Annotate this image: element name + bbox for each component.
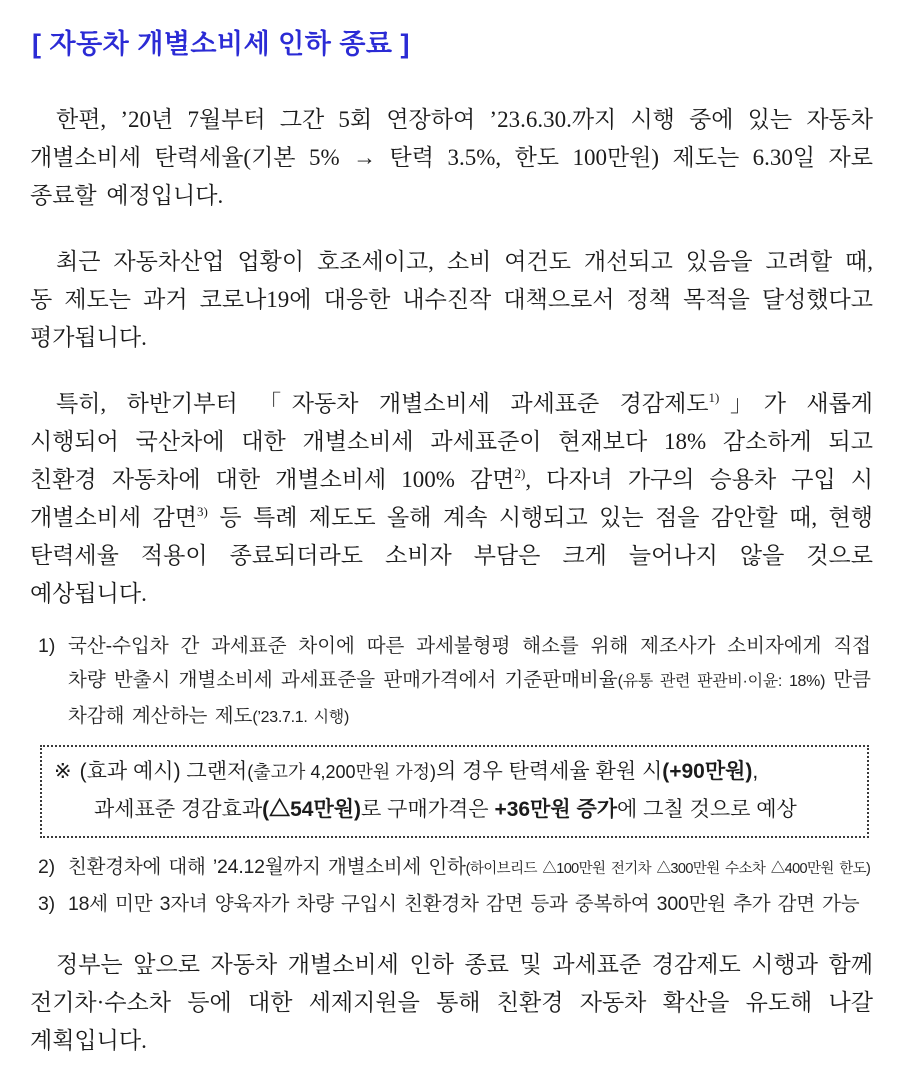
example-line1-text: (효과 예시) 그랜저 (79, 760, 248, 783)
example-line1-text-2: 의 경우 탄력세율 환원 시 (436, 760, 663, 783)
example-box-line-2 (54, 791, 857, 828)
footnote-2-body (68, 850, 871, 887)
p3-segment-1: 특히, 하반기부터 「자동차 개별소비세 과세표준 경감제도 (56, 391, 709, 416)
footnote-2 (38, 850, 871, 887)
paragraph-new-programs (30, 385, 873, 613)
footnote-3-marker: 3) (38, 893, 55, 915)
footnote-3 (38, 887, 871, 922)
paragraph-policy-evaluation: 최근 자동차산업 업황이 호조세이고, 소비 여건도 개선되고 있음을 고려할 때, 동 제도는 과거 코로나19에 대응한 내수진작 대책으로서 정책 목적을 달성했다고 평가됩니다. (30, 249, 873, 350)
example-line2-text-3: 에 그칠 것으로 예상 (617, 798, 797, 821)
footnote-1-effective-date: (’23.7.1. 시행) (252, 709, 349, 726)
example-line1-assumption: (출고가 4,200만원 가정) (247, 762, 437, 782)
footnote-3-text: 18세 미만 3자녀 양육자가 차량 구입시 친환경차 감면 등과 중복하여 300만원 추가 감면 가능 (68, 893, 860, 915)
footnote-1-text-2: 만큼 차감해 계산하는 제도 (68, 669, 871, 727)
footnote-1-text: 국산-수입차 간 과세표준 차이에 따른 과세불형평 해소를 위해 제조사가 소비자에게 직접 차량 반출시 개별소비세 과세표준을 판매가격에서 기준판매비율 (68, 635, 871, 691)
footnote-2-marker: 2) (38, 856, 55, 878)
footnote-ref-3: 3) (197, 504, 208, 519)
footnote-ref-1: 1) (708, 390, 720, 405)
footnote-3-body (68, 887, 871, 922)
footnote-2-text: 친환경차에 대해 ’24.12월까지 개별소비세 인하 (68, 856, 466, 878)
example-line2-increase-bold: +36만원 증가 (494, 798, 618, 821)
footnote-2-paren-detail: (하이브리드 △100만원 전기차 △300만원 수소차 △400만원 한도) (465, 861, 871, 877)
p3-segment-3: , 다자녀 가구의 승용차 구입 시 개별소비세 감면 (30, 467, 873, 530)
example-box-line-1 (54, 753, 857, 791)
footnote-1-body (68, 629, 871, 735)
paragraph-government-plan: 정부는 앞으로 자동차 개별소비세 인하 종료 및 과세표준 경감제도 시행과 함께 전기차·수소차 등에 대한 세제지원을 통해 친환경 자동차 확산을 유도해 나갈 계획입니다. (30, 952, 873, 1053)
example-line1-comma: , (752, 760, 759, 783)
p3-segment-2: 」가 새롭게 시행되어 국산차에 대한 개별소비세 과세표준이 현재보다 18% 감소하게 되고 친환경 자동차에 대한 개별소비세 100% 감면 (30, 391, 874, 492)
footnote-1-marker: 1) (38, 635, 56, 657)
p3-segment-4: 등 특례 제도도 올해 계속 시행되고 있는 점을 감안할 때, 현행 탄력세율 적용이 종료되더라도 소비자 부담은 크게 늘어나지 않을 것으로 예상됩니다. (30, 505, 873, 606)
paragraph-tax-end: 한편, ’20년 7월부터 그간 5회 연장하여 ’23.6.30.까지 시행 중에 있는 자동차 개별소비세 탄력세율(기본 5% → 탄력 3.5%, 한도 100만원) 제도는 6.30일 자로 종료할 예정입니다. (30, 107, 873, 208)
example-line2-reduction-bold: (△54만원) (262, 798, 362, 821)
footnote-1 (38, 629, 871, 735)
example-line1-amount-bold: (+90만원) (662, 760, 753, 783)
footnote-ref-2: 2) (514, 466, 526, 481)
reference-mark: ※ (54, 760, 72, 783)
example-effect-box (40, 745, 869, 838)
footnote-1-paren-detail: (유통 관련 판관비·이윤: 18%) (617, 673, 826, 690)
section-title: [ 자동차 개별소비세 인하 종료 ] (32, 29, 410, 59)
example-line2-text-2: 로 구매가격은 (361, 798, 495, 821)
example-line2-text: 과세표준 경감효과 (94, 798, 263, 821)
